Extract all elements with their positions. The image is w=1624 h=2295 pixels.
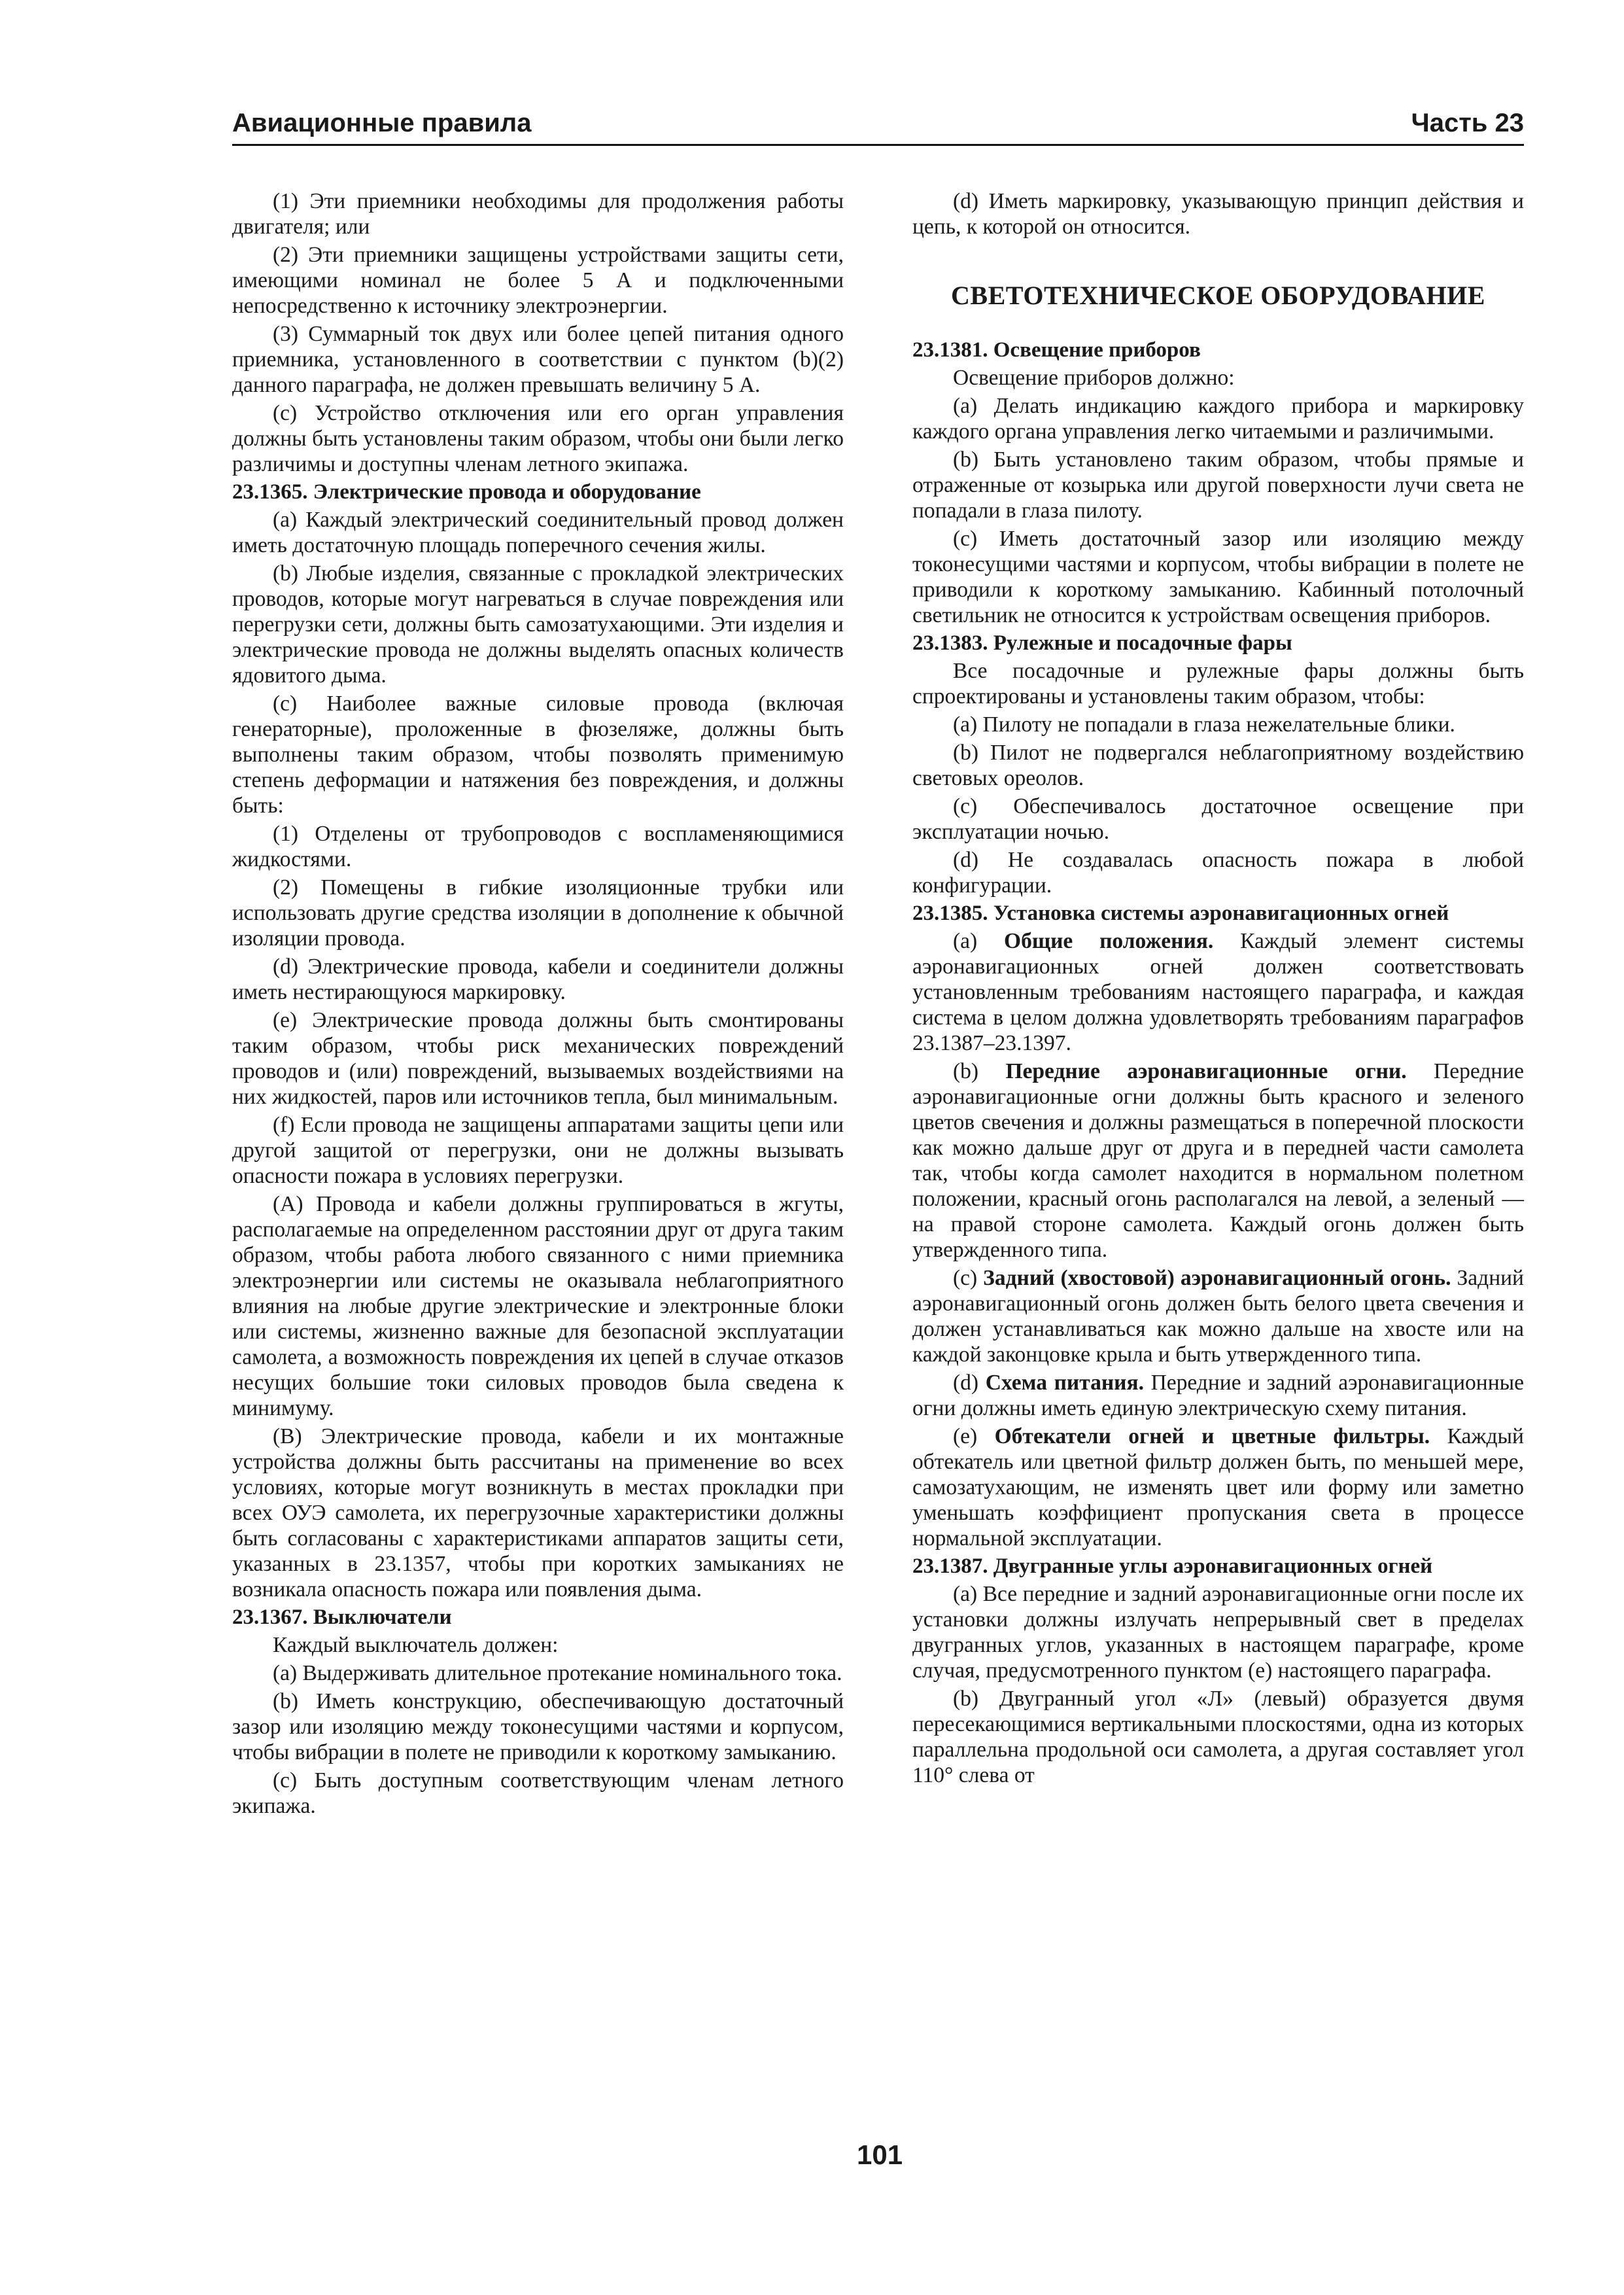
paragraph: (b) Пилот не подвергался неблагоприятному воздействию световых ореолов. (912, 741, 1524, 790)
paragraph: (a) Выдерживать длительное протекание номинального тока. (273, 1661, 842, 1685)
paragraph: (d) Электрические провода, кабели и соединители должны иметь нестирающуюся маркировку. (232, 955, 844, 1004)
section-heading-23-1387: 23.1387. Двугранные углы аэронавигационных огней (912, 1554, 1433, 1578)
paragraph-text: Передние аэронавигационные огни должны быть красного и зеленого цветов свечения и должны размещаться в поперечной плоскости как можно дальше друг от друга и в передней части самолета так, чтобы когда самолет находится в нормальном полетном положении, красный огонь располагался на левой, а зеленый — на правой стороне самолета. Каждый огонь должен быть утвержденного типа. (912, 1059, 1525, 1262)
paragraph: (a) Делать индикацию каждого прибора и маркировку каждого органа управления легко читаемыми и различимыми. (912, 394, 1524, 444)
paragraph: (b) Любые изделия, связанные с прокладкой электрических проводов, которые могут нагреваться в случае повреждения или перегрузки сети, должны быть самозатухающими. Эти изделия и электрические провода не должны выделять опасных количеств ядовитого дыма. (232, 561, 844, 688)
paragraph-text: Каждый элемент системы аэронавигационных огней должен соответствовать установленным требованиям настоящего параграфа, и каждая система в целом должна удовлетворять требованиям параграфов 23.1387–23.1397. (912, 929, 1524, 1055)
paragraph: (3) Суммарный ток двух или более цепей питания одного приемника, установленного в соответствии с пунктом (b)(2) данного параграфа, не должен превышать величину 5 А. (232, 322, 844, 397)
item-label: (b) (953, 1059, 1006, 1083)
paragraph: (A) Провода и кабели должны группироваться в жгуты, располагаемые на определенном расстоянии друг от друга таким образом, чтобы работа любого связанного с ними приемника электроэнергии или системы не оказывала неблагоприятного влияния на любые другие электрические и электронные блоки или системы, жизненно важные для безопасной эксплуатации самолета, а возможность повреждения их цепей в случае отказов несущих большие токи силовых проводов была сведена к минимуму. (232, 1192, 844, 1420)
paragraph: (c) Быть доступным соответствующим членам летного экипажа. (232, 1768, 844, 1818)
lead-in: Обтекатели огней и цветные фильтры. (994, 1424, 1430, 1448)
lead-in: Передние аэронавигационные огни. (1005, 1059, 1407, 1083)
section-heading-23-1383: 23.1383. Рулежные и посадочные фары (912, 631, 1292, 655)
paragraph: (b) Иметь конструкцию, обеспечивающую достаточный зазор или изоляцию между токонесущими частями и корпусом, чтобы вибрации в полете не приводили к короткому замыканию. (232, 1689, 844, 1764)
section-heading-23-1365: 23.1365. Электрические провода и оборудование (232, 480, 701, 504)
paragraph: (B) Электрические провода, кабели и их монтажные устройства должны быть рассчитаны на применение во всех условиях, которые могут возникнуть в местах прокладки при всех ОУЭ самолета, их перегрузочные характеристики должны быть согласованы с характеристиками аппаратов защиты сети, указанных в 23.1357, чтобы при коротких замыканиях не возникала опасность пожара или появления дыма. (232, 1424, 844, 1602)
paragraph: (1) Эти приемники необходимы для продолжения работы двигателя; или (232, 189, 844, 239)
left-column (232, 188, 844, 1821)
item-label: (e) (953, 1424, 995, 1448)
section-heading-23-1381: 23.1381. Освещение приборов (912, 338, 1201, 362)
paragraph (912, 928, 1524, 1056)
chapter-heading: СВЕТОТЕХНИЧЕСКОЕ ОБОРУДОВАНИЕ (951, 281, 1485, 310)
paragraph: (2) Эти приемники защищены устройствами защиты сети, имеющими номинал не более 5 А и подключенными непосредственно к источнику электроэнергии. (232, 243, 844, 318)
paragraph: (c) Наиболее важные силовые провода (включая генераторные), проложенные в фюзеляже, должны быть выполнены таким образом, чтобы позволять применимую степень деформации и натяжения без повреждения, и должны быть: (232, 692, 844, 818)
paragraph: (b) Двугранный угол «Л» (левый) образуется двумя пересекающимися вертикальными плоскостями, одна из которых параллельна продольной оси самолета, а другая составляет угол 110° слева от (912, 1687, 1524, 1787)
section-heading-23-1385: 23.1385. Установка системы аэронавигационных огней (912, 902, 1449, 925)
paragraph: (d) Не создавалась опасность пожара в любой конфигурации. (912, 848, 1524, 898)
page-number: 101 (857, 2139, 903, 2170)
right-column (912, 188, 1524, 1791)
paragraph-text: Каждый обтекатель или цветной фильтр должен быть, по меньшей мере, самозатухающим, не изменять цвет или форму или заметно уменьшать коэффициент пропускания света в процессе нормальной эксплуатации. (912, 1424, 1524, 1550)
part-label: Часть 23 (1411, 109, 1524, 137)
item-label: (c) (953, 1266, 984, 1290)
paragraph (912, 1265, 1524, 1367)
item-label: (a) (953, 929, 1005, 953)
paragraph (912, 1059, 1524, 1263)
paragraph: (2) Помещены в гибкие изоляционные трубки или использовать другие средства изоляции в дополнение к обычной изоляции провода. (232, 875, 844, 951)
paragraph-text: Задний аэронавигационный огонь должен быть белого цвета свечения и должен устанавливаться как можно дальше на хвосте или на каждой законцовке крыла и быть утвержденного типа. (912, 1266, 1524, 1367)
paragraph (912, 1370, 1524, 1421)
paragraph: (f) Если провода не защищены аппаратами защиты цепи или другой защитой от перегрузки, они не должны вызывать опасности пожара в условиях перегрузки. (232, 1113, 844, 1188)
lead-in: Общие положения. (1004, 929, 1214, 953)
paragraph: (c) Обеспечивалось достаточное освещение при эксплуатации ночью. (912, 794, 1524, 844)
paragraph: (a) Все передние и задний аэронавигационные огни после их установки должны излучать непрерывный свет в пределах двугранных углов, указанных в настоящем параграфе, кроме случая, предусмотренного пунктом (е) настоящего параграфа. (912, 1582, 1524, 1683)
paragraph: (c) Иметь достаточный зазор или изоляцию между токонесущими частями и корпусом, чтобы вибрации в полете не приводили к короткому замыканию. Кабинный потолочный светильник не относится к устройствам освещения приборов. (912, 527, 1524, 627)
paragraph: (e) Электрические провода должны быть смонтированы таким образом, чтобы риск механических повреждений проводов и (или) повреждений, вызываемых воздействиями на них жидкостей, паров или источников тепла, был минимальным. (232, 1008, 844, 1109)
paragraph-text: Передние и задний аэронавигационные огни должны иметь единую электрическую схему питания. (912, 1371, 1525, 1420)
lead-in: Задний (хвостовой) аэронавигационный огонь. (983, 1266, 1451, 1290)
paragraph: Каждый выключатель должен: (273, 1633, 559, 1657)
paragraph: (d) Иметь маркировку, указывающую принцип действия и цепь, к которой он относится. (912, 189, 1524, 239)
page-header (232, 105, 1524, 146)
paragraph: (c) Устройство отключения или его орган управления должны быть установлены таким образом, чтобы они были легко различимы и доступны членам летного экипажа. (232, 401, 844, 476)
paragraph (912, 1424, 1524, 1551)
paragraph: (a) Каждый электрический соединительный провод должен иметь достаточную площадь поперечного сечения жилы. (232, 508, 844, 557)
section-heading-23-1367: 23.1367. Выключатели (232, 1605, 452, 1629)
document-title: Авиационные правила (232, 109, 532, 137)
paragraph: Освещение приборов должно: (953, 366, 1235, 390)
paragraph: (a) Пилоту не попадали в глаза нежелательные блики. (953, 712, 1455, 737)
item-label: (d) (953, 1371, 986, 1395)
lead-in: Схема питания. (985, 1371, 1144, 1395)
paragraph: Все посадочные и рулежные фары должны быть спроектированы и установлены таким образом, чтобы: (912, 659, 1524, 709)
paragraph: (b) Быть установлено таким образом, чтобы прямые и отраженные от козырька или другой поверхности лучи света не попадали в глаза пилоту. (912, 447, 1524, 523)
paragraph: (1) Отделены от трубопроводов с воспламеняющимися жидкостями. (232, 822, 844, 871)
